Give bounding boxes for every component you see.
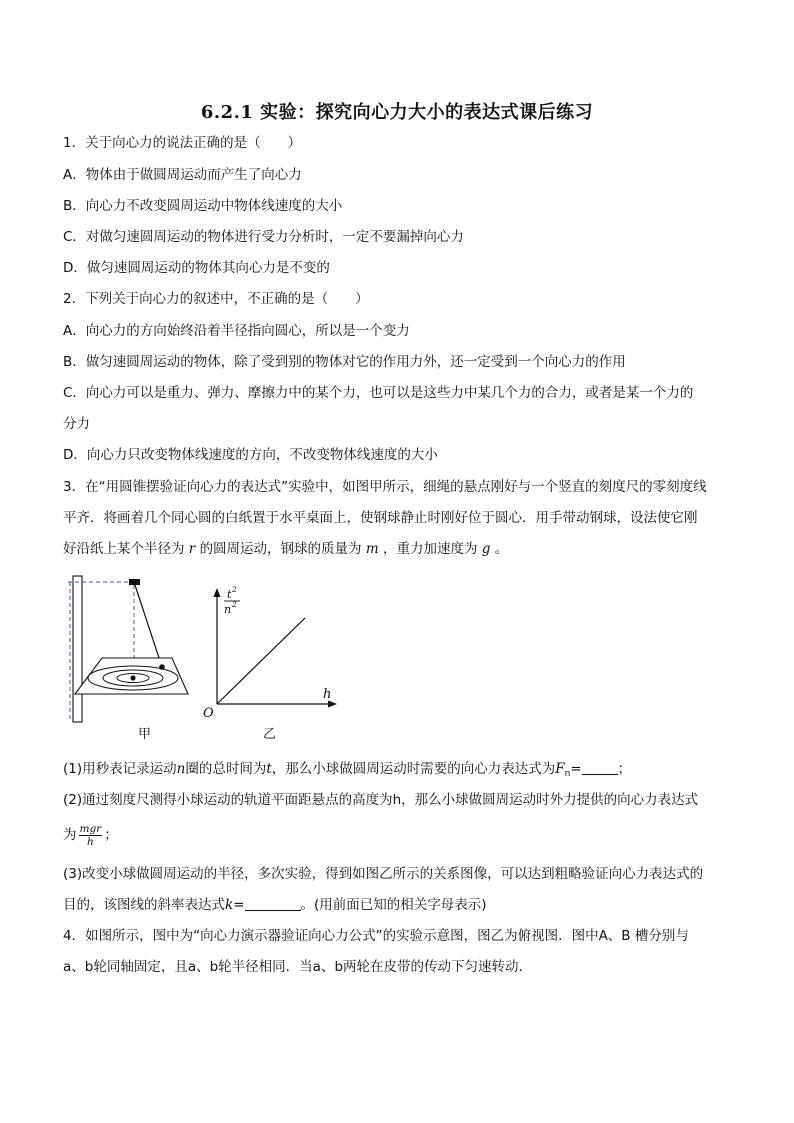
equals-sign: = <box>233 897 245 913</box>
q3-text: 的圆周运动，钢球的质量为 <box>199 541 362 557</box>
q1-option-c: C．对做匀速圆周运动的物体进行受力分析时，一定不要漏掉向心力 <box>63 229 464 245</box>
origin-label: O <box>203 706 214 721</box>
q3-part3-line2 <box>63 896 487 914</box>
q3-part1-text: (1)用秒表记录运动 <box>63 761 177 777</box>
q4-stem-line2: a、b轮同轴固定，且a、b轮半径相同．当a、b两轮在皮带的传动下匀速转动． <box>63 959 533 975</box>
q3-stem-line2: 平齐．将画着几个同心圆的白纸置于水平桌面上，使钢球静止时刚好位于圆心．用手带动钢球，设法使它刚 <box>63 510 698 526</box>
var-n: n <box>176 761 186 777</box>
q2-option-b: B．做匀速圆周运动的物体，除了受到别的物体对它的作用力外，还一定受到一个向心力的作用 <box>63 354 626 370</box>
q3-text: 。 <box>494 541 509 557</box>
y-axis-arrow <box>214 588 221 597</box>
q1-option-b: B．向心力不改变圆周运动中物体线速度的大小 <box>63 198 343 214</box>
q3-part2-end: ； <box>104 827 118 843</box>
y-axis-label-denominator: n <box>224 603 232 616</box>
q2-stem: 2．下列关于向心力的叙述中，不正确的是（ ） <box>63 291 369 307</box>
answer-blank-2[interactable] <box>245 898 301 911</box>
string <box>135 585 162 667</box>
q3-part1-text: ，那么小球做圆周运动时需要的向心力表达式为 <box>271 761 556 777</box>
q3-text: ，重力加速度为 <box>382 541 478 557</box>
answer-blank-1[interactable] <box>582 762 618 775</box>
q3-part3-text: 。(用前面已知的相关字母表示) <box>300 897 487 913</box>
fraction-denominator: h <box>86 835 94 848</box>
var-g: g <box>481 541 491 557</box>
fraction-mgr-over-h <box>79 823 103 848</box>
q2-option-c-line2: 分力 <box>63 416 90 432</box>
var-m: m <box>365 541 379 557</box>
fraction-numerator: mgr <box>79 822 102 835</box>
q2-option-a: A．向心力的方向始终沿着半径指向圆心，所以是一个变力 <box>63 323 410 339</box>
q3-part2-text: 为 <box>63 827 77 843</box>
q3-stem-line3 <box>63 540 508 558</box>
q3-part2-line1: (2)通过刻度尺测得小球运动的轨道平面距悬点的高度为h，那么小球做圆周运动时外力提供的向心力表达式 <box>63 792 699 808</box>
var-k: k <box>225 897 234 913</box>
suspension-point <box>129 579 140 585</box>
y-axis-label-denominator-sup: 2 <box>232 600 237 609</box>
q3-text: 好沿纸上某个半径为 <box>63 541 185 557</box>
proportional-line <box>217 618 305 704</box>
q3-stem-line1: 3．在“用圆锥摆验证向心力的表达式”实验中，如图甲所示，细绳的悬点刚好与一个竖直的刻度尺的零刻度线 <box>63 479 707 495</box>
q3-part1-text: 圈的总时间为 <box>185 761 267 777</box>
y-axis-label-numerator: t <box>227 588 232 601</box>
y-axis-label-numerator-sup: 2 <box>232 585 237 594</box>
var-t: t <box>266 761 272 777</box>
label-jia: 甲 <box>138 727 152 742</box>
var-r: r <box>188 541 196 557</box>
page-title: 6.2.1 实验：探究向心力大小的表达式课后练习 <box>200 102 594 123</box>
label-yi: 乙 <box>263 727 277 742</box>
q2-option-c-line1: C．向心力可以是重力、弹力、摩擦力中的某个力，也可以是这些力中某几个力的合力，或者是某一个力的 <box>63 385 694 401</box>
q3-part2-line2 <box>63 820 118 850</box>
q3-part1-end: ； <box>617 761 632 777</box>
equals-sign: = <box>570 761 582 777</box>
q4-stem-line1: 4．如图所示，图中为“向心力演示器验证向心力公式”的实验示意图，图乙为俯视图．图中A、B 槽分别与 <box>63 928 689 944</box>
subscript-n: n <box>564 769 571 779</box>
center-point <box>130 675 135 680</box>
q3-part3-line1: (3)改变小球做圆周运动的半径，多次实验，得到如图乙所示的关系图像，可以达到粗略验证向心力表达式的 <box>63 866 704 882</box>
q1-option-a: A．物体由于做圆周运动而产生了向心力 <box>63 167 302 183</box>
q1-option-d: D．做匀速圆周运动的物体其向心力是不变的 <box>63 260 330 276</box>
steel-ball <box>159 664 165 670</box>
x-axis-label: h <box>323 687 332 702</box>
q1-stem: 1．关于向心力的说法正确的是（ ） <box>63 135 302 151</box>
q3-part1 <box>63 760 631 783</box>
q3-part3-text: 目的，该图线的斜率表达式 <box>63 897 225 913</box>
q3-figure <box>60 572 360 744</box>
figure-yi-graph <box>203 585 337 742</box>
figure-jia-apparatus <box>68 576 188 742</box>
var-F: F <box>555 761 565 777</box>
q2-option-d: D．向心力只改变物体线速度的方向，不改变物体线速度的大小 <box>63 447 438 463</box>
vertical-ruler <box>73 576 82 722</box>
